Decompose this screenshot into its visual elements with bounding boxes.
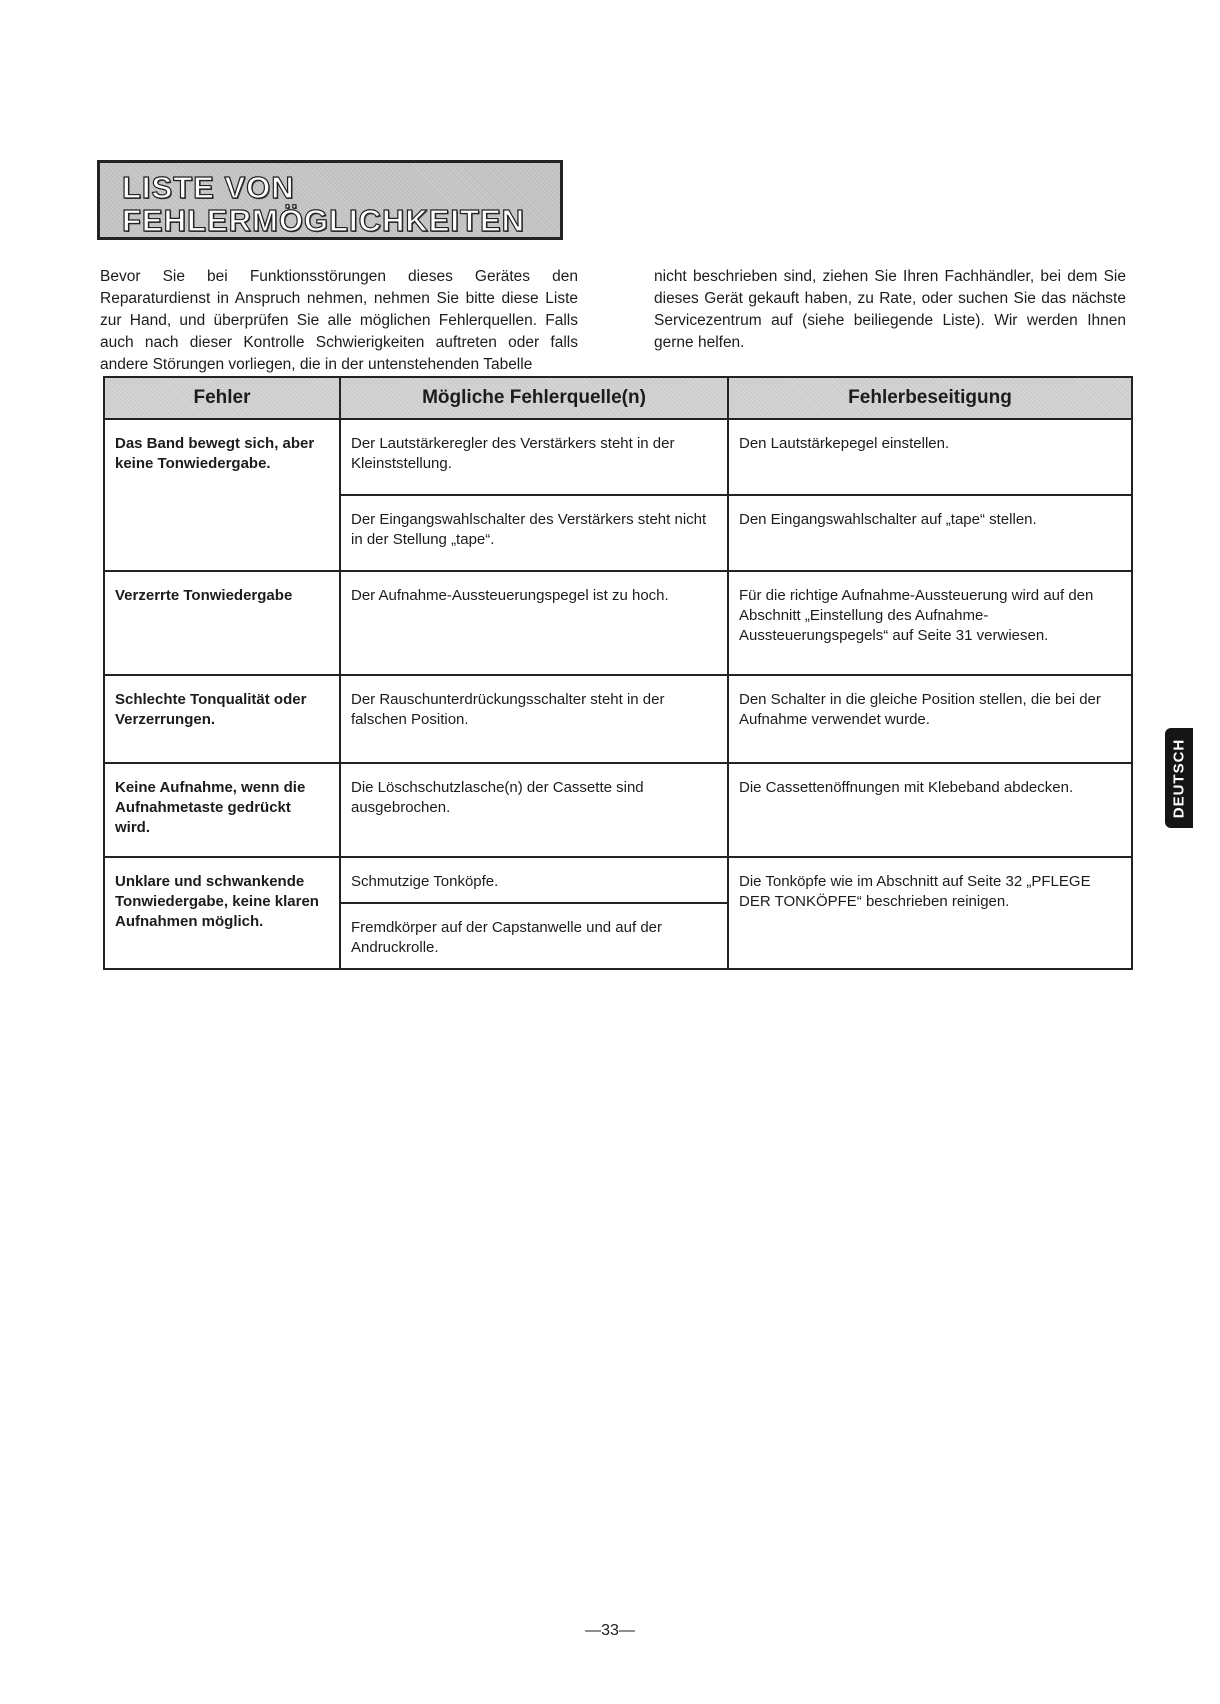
table-row	[104, 763, 1132, 857]
cause-cell: Der Aufnahme-Aussteuerungspegel ist zu hoch.	[340, 571, 728, 675]
cause-cell: Schmutzige Tonköpfe.	[340, 857, 728, 903]
troubleshooting-table	[103, 376, 1133, 970]
cause-cell: Der Rauschunterdrückungsschalter steht in der falschen Position.	[340, 675, 728, 763]
cause-cell: Der Lautstärkeregler des Verstärkers steht in der Kleinststellung.	[340, 419, 728, 495]
fault-cell: Verzerrte Tonwiedergabe	[104, 571, 340, 675]
cause-cell: Der Eingangswahlschalter des Verstärkers steht nicht in der Stellung „tape“.	[340, 495, 728, 571]
section-title-banner	[97, 160, 563, 240]
page-number: —33—	[585, 1622, 635, 1639]
remedy-cell: Den Schalter in die gleiche Position stellen, die bei der Aufnahme verwendet wurde.	[728, 675, 1132, 763]
language-tab	[1165, 728, 1193, 828]
language-tab-label: DEUTSCH	[1170, 738, 1188, 818]
cause-cell: Die Löschschutzlasche(n) der Cassette sind ausgebrochen.	[340, 763, 728, 857]
table-row	[104, 857, 1132, 903]
remedy-cell: Die Tonköpfe wie im Abschnitt auf Seite 32 „PFLEGE DER TONKÖPFE“ beschrieben reinigen.	[728, 857, 1132, 969]
header-remedy: Fehlerbeseitigung	[728, 377, 1132, 419]
fault-cell: Keine Aufnahme, wenn die Aufnahmetaste gedrückt wird.	[104, 763, 340, 857]
header-cause: Mögliche Fehlerquelle(n)	[340, 377, 728, 419]
table-row	[104, 571, 1132, 675]
section-title-line-2: FEHLERMÖGLICHKEITEN	[122, 203, 526, 238]
table-row	[104, 675, 1132, 763]
intro-paragraph-right: nicht beschrieben sind, ziehen Sie Ihren Fachhändler, bei dem Sie dieses Gerät gekauft haben, zu Rate, oder suchen Sie das nächste Servicezentrum auf (siehe beiliegende Liste). Wir werden Ihnen gerne helfen.	[654, 267, 1126, 351]
intro-paragraph-left: Bevor Sie bei Funktionsstörungen dieses Gerätes den Reparaturdienst in Anspruch nehmen, nehmen Sie bitte diese Liste zur Hand, und überprüfen Sie alle möglichen Fehlerquellen. Falls auch nach dieser Kontrolle Schwierigkeiten auftreten oder falls andere Störungen vorliegen, die in der untenstehenden Tabelle	[100, 267, 578, 373]
table-row	[104, 419, 1132, 495]
remedy-cell: Die Cassettenöffnungen mit Klebeband abdecken.	[728, 763, 1132, 857]
cause-cell: Fremdkörper auf der Capstanwelle und auf der Andruckrolle.	[340, 903, 728, 969]
fault-cell: Schlechte Tonqualität oder Verzerrungen.	[104, 675, 340, 763]
section-title-line-1: LISTE VON	[122, 170, 295, 205]
remedy-cell: Den Eingangswahlschalter auf „tape“ stellen.	[728, 495, 1132, 571]
remedy-cell: Den Lautstärkepegel einstellen.	[728, 419, 1132, 495]
troubleshooting-table-container	[103, 376, 1133, 970]
remedy-cell: Für die richtige Aufnahme-Aussteuerung wird auf den Abschnitt „Einstellung des Aufnahme-Aussteuerungspegels“ auf Seite 31 verwiesen.	[728, 571, 1132, 675]
table-header-row	[104, 377, 1132, 419]
header-fault: Fehler	[104, 377, 340, 419]
fault-cell: Das Band bewegt sich, aber keine Tonwiedergabe.	[104, 419, 340, 571]
fault-cell: Unklare und schwankende Tonwiedergabe, keine klaren Aufnahmen möglich.	[104, 857, 340, 969]
